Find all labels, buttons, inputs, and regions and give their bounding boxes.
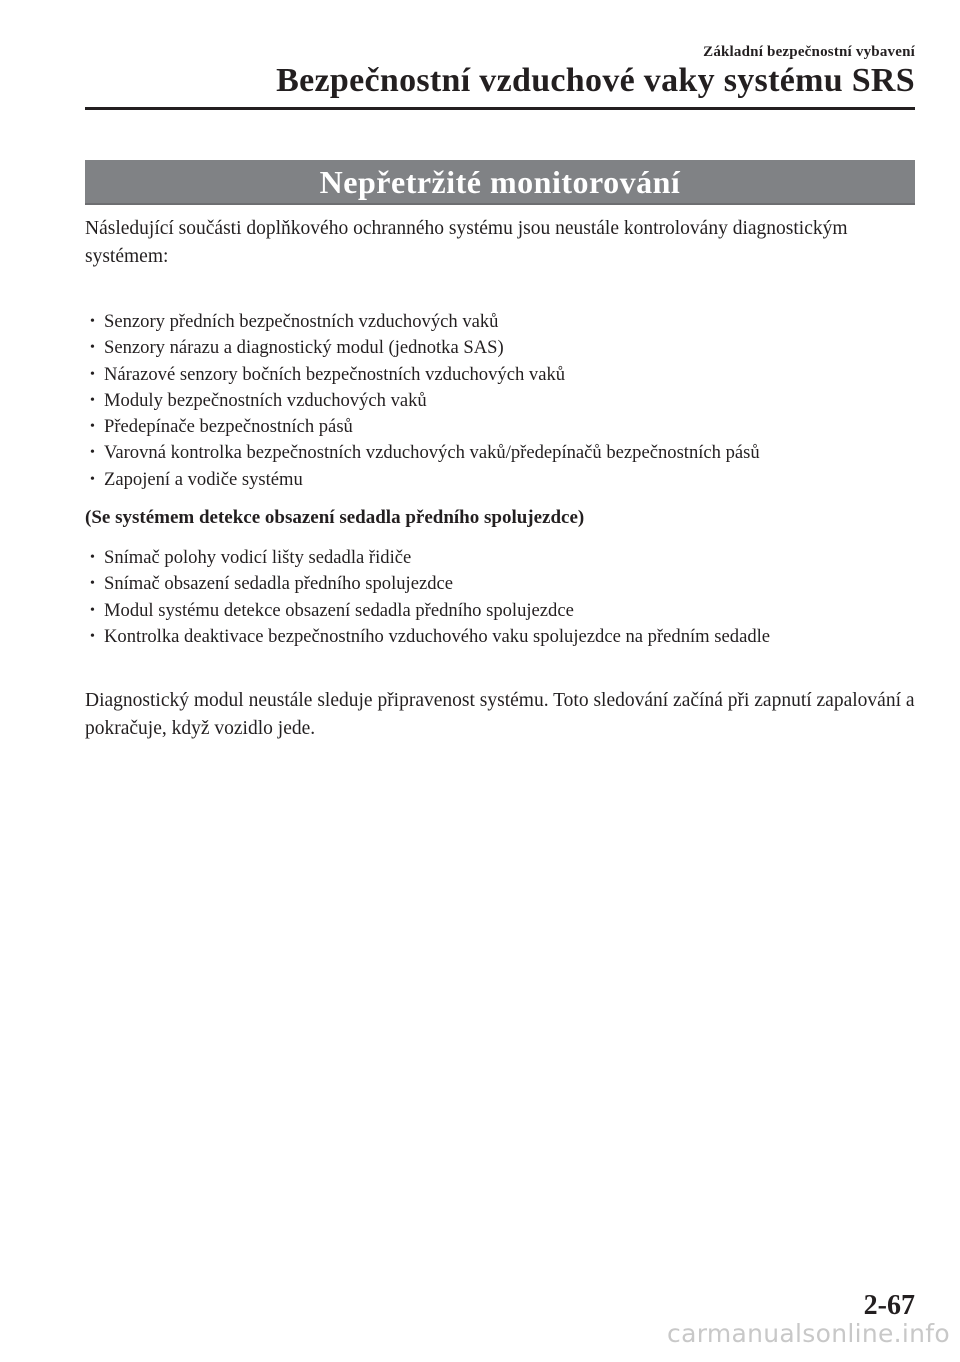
outro-paragraph: Diagnostický modul neustále sleduje připravenost systému. Toto sledování začíná při zapnutí zapalování a pokračuje, když vozidlo jede. — [85, 690, 915, 739]
bullet: • — [90, 445, 95, 461]
header-title: Bezpečnostní vzduchové vaky systému SRS — [276, 62, 915, 99]
bullet: • — [90, 550, 95, 565]
bullet: • — [90, 471, 95, 487]
bullet: • — [90, 314, 95, 329]
occupancy-component-list — [85, 545, 925, 650]
section-banner — [85, 160, 915, 205]
bullet: • — [90, 340, 95, 356]
list-item: • Senzory předních bezpečnostních vzduchových vaků — [85, 309, 925, 335]
header-subtitle: Základní bezpečnostní vybavení — [703, 44, 915, 60]
header-rule — [85, 107, 915, 110]
bullet: • — [90, 366, 95, 382]
bullet: • — [90, 628, 95, 644]
list-item: • Varovná kontrolka bezpečnostních vzduchových vaků/předepínačů bezpečnostních pásů — [85, 440, 925, 466]
page-number: 2-67 — [863, 1290, 915, 1321]
watermark: carmanualsonline.info — [667, 1319, 950, 1348]
list-item: • Moduly bezpečnostních vzduchových vaků — [85, 388, 925, 414]
list-item: • Snímač obsazení sedadla předního spolujezdce — [85, 571, 925, 597]
list-item: • Modul systému detekce obsazení sedadla předního spolujezdce — [85, 598, 925, 624]
intro-paragraph: Následující součásti doplňkového ochranného systému jsou neustále kontrolovány diagnostickým systémem: — [85, 218, 848, 267]
component-list — [85, 309, 925, 493]
list-item: • Nárazové senzory bočních bezpečnostních vzduchových vaků — [85, 362, 925, 388]
section-title: Nepřetržité monitorování — [319, 164, 681, 200]
bullet: • — [90, 392, 95, 408]
bullet: • — [90, 419, 95, 435]
list-item: • Předepínače bezpečnostních pásů — [85, 414, 925, 440]
bullet: • — [90, 602, 95, 618]
bullet: • — [90, 576, 95, 592]
list-item: • Zapojení a vodiče systému — [85, 467, 925, 493]
list-item: • Kontrolka deaktivace bezpečnostního vzduchového vaku spolujezdce na předním sedadle — [85, 624, 925, 650]
occupancy-subheading: (Se systémem detekce obsazení sedadla předního spolujezdce) — [85, 507, 585, 528]
list-item: • Snímač polohy vodicí lišty sedadla řidiče — [85, 545, 925, 571]
list-item: • Senzory nárazu a diagnostický modul (jednotka SAS) — [85, 335, 925, 361]
